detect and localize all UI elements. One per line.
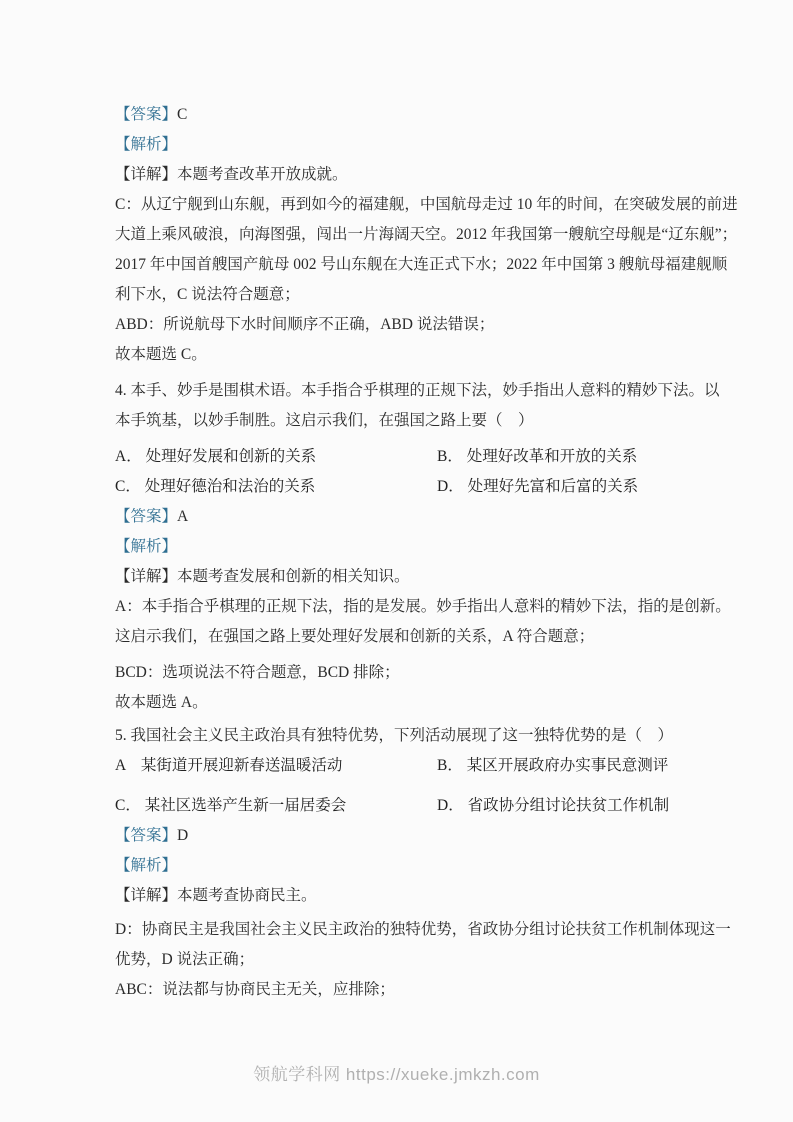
q3-wrong-options-line: ABD：所说航母下水时间顺序不正确，ABD 说法错误； bbox=[115, 316, 495, 333]
q4-answer-value: A bbox=[177, 508, 189, 525]
q4-options-row-ab bbox=[115, 442, 693, 472]
q5-wrong-options-line: ABC：说法都与协商民主无关，应排除； bbox=[115, 981, 395, 998]
watermark-footer: 领航学科网 https://xueke.jmkzh.com bbox=[253, 1065, 540, 1084]
q5-analysis-label: 【解析】 bbox=[115, 857, 178, 874]
q4-answer-label: 【答案】 bbox=[115, 508, 178, 525]
q5-answer-label: 【答案】 bbox=[115, 827, 178, 844]
q3-answer-value: C bbox=[177, 106, 188, 123]
q4-stem-line: 本手筑基，以妙手制胜。这启示我们，在强国之路上要（ ） bbox=[115, 412, 534, 429]
q5-options-row-ab bbox=[115, 751, 693, 781]
q4-detail-line: 【详解】本题考查发展和创新的相关知识。 bbox=[115, 568, 410, 585]
q5-answer-line bbox=[115, 821, 693, 851]
q4-stem-line: 4. 本手、妙手是围棋术语。本手指合乎棋理的正规下法，妙手指出人意料的精妙下法。以 bbox=[115, 382, 720, 399]
q4-option-c: C． 处理好德治和法治的关系 bbox=[115, 478, 316, 495]
q4-conclusion-line: 故本题选 A。 bbox=[115, 694, 208, 711]
q3-analysis-label: 【解析】 bbox=[115, 136, 178, 153]
q5-option-a: A 某街道开展迎新春送温暖活动 bbox=[115, 757, 343, 774]
q5-options-row-cd bbox=[115, 791, 693, 821]
q4-explanation-line: A：本手指合乎棋理的正规下法，指的是发展。妙手指出人意料的精妙下法，指的是创新。 bbox=[115, 598, 731, 615]
q3-explanation-line: 利下水，C 说法符合题意； bbox=[115, 286, 300, 303]
q5-detail-line: 【详解】本题考查协商民主。 bbox=[115, 887, 317, 904]
q5-option-d: D． 省政协分组讨论扶贫工作机制 bbox=[437, 797, 670, 814]
q4-option-a: A． 处理好发展和创新的关系 bbox=[115, 448, 317, 465]
q4-wrong-options-line: BCD：选项说法不符合题意，BCD 排除； bbox=[115, 664, 400, 681]
q3-explanation-line: 大道上乘风破浪，向海图强，闯出一片海阔天空。2012 年我国第一艘航空母舰是“辽东舰”； bbox=[115, 226, 738, 243]
q3-answer-line bbox=[115, 100, 693, 130]
q5-stem-line: 5. 我国社会主义民主政治具有独特优势，下列活动展现了这一独特优势的是（ ） bbox=[115, 727, 674, 744]
q3-explanation-line: 2017 年中国首艘国产航母 002 号山东舰在大连正式下水；2022 年中国第 3 艘航母福建舰顺 bbox=[115, 256, 728, 273]
q5-explanation-line: 优势，D 说法正确； bbox=[115, 951, 255, 968]
q3-conclusion-line: 故本题选 C。 bbox=[115, 346, 207, 363]
q5-answer-value: D bbox=[177, 827, 189, 844]
q4-explanation-line: 这启示我们，在强国之路上要处理好发展和创新的关系，A 符合题意； bbox=[115, 628, 595, 645]
q5-option-b: B． 某区开展政府办实事民意测评 bbox=[437, 757, 669, 774]
q5-explanation-line: D：协商民主是我国社会主义民主政治的独特优势，省政协分组讨论扶贫工作机制体现这一 bbox=[115, 921, 731, 938]
q4-analysis-label: 【解析】 bbox=[115, 538, 178, 555]
q3-answer-label: 【答案】 bbox=[115, 106, 178, 123]
q4-option-d: D． 处理好先富和后富的关系 bbox=[437, 478, 639, 495]
q4-option-b: B． 处理好改革和开放的关系 bbox=[437, 448, 638, 465]
q3-explanation-line: C：从辽宁舰到山东舰，再到如今的福建舰，中国航母走过 10 年的时间，在突破发展的前进 bbox=[115, 196, 738, 213]
q4-answer-line bbox=[115, 502, 693, 532]
q5-option-c: C． 某社区选举产生新一届居委会 bbox=[115, 797, 347, 814]
document-content bbox=[115, 100, 738, 1005]
q3-detail-line: 【详解】本题考查改革开放成就。 bbox=[115, 166, 348, 183]
q4-options-row-cd bbox=[115, 472, 693, 502]
